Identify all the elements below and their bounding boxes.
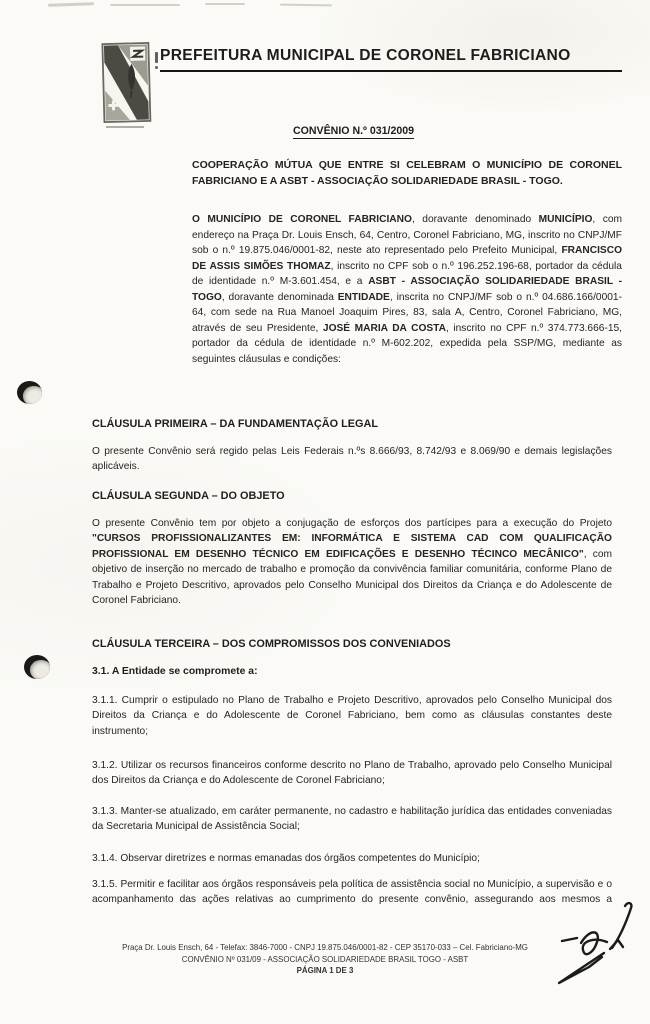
clause-item-3-1-5: 3.1.5. Permitir e facilitar aos órgãos responsáveis pela política de assistência social no Município, a supervisão e o acompanhamento das ações relativas ao cumprimento do presente convênio, assegurando aos mesmos a xyxy=(92,879,612,906)
scan-smudge xyxy=(280,4,332,7)
footer-page-number: PÁGINA 1 DE 3 xyxy=(296,966,354,975)
scan-smudge xyxy=(205,3,245,5)
clause-2-heading: CLÁUSULA SEGUNDA – DO OBJETO xyxy=(92,490,285,502)
scan-smudge xyxy=(106,126,144,128)
clause-1-body: O presente Convênio será regido pelas Leis Federais n.ºs 8.666/93, 8.742/93 e 8.069/90 e demais legislações aplicáveis. xyxy=(92,446,612,473)
parties-paragraph: O MUNICÍPIO DE CORONEL FABRICIANO, doravante denominado MUNICÍPIO, com endereço na Praça Dr. Louis Ensch, 64, Centro, Coronel Fabriciano, MG, inscrito no CNPJ/MF sob o n.º 19.875.046/0001-82, neste ato representado pelo Prefeito Municipal, FRANCISCO DE ASSIS SIMÕES THOMAZ, inscrito no CPF sob o n.º 196.252.196-68, portador da cédula de identidade n.º M-3.601.454, e a ASBT - ASSOCIAÇÃO SOLIDARIEDADE BRASIL - TOGO, doravante denominada ENTIDADE, inscrita no CNPJ/MF sob o n.º 04.686.166/0001-64, com sede na Rua Manoel Joaquim Pires, 83, sala A, Centro, Coronel Fabriciano, MG, através de seu Presidente, JOSÉ MARIA DA COSTA, inscrito no CPF n.º 374.773.666-15, portador da cédula de identidade n.º M-602.202, expedida pela SSP/MG, mediante as seguintes cláusulas e condições: xyxy=(192,214,622,365)
handwritten-signature-icon xyxy=(552,896,650,1013)
document-number-heading: CONVÊNIO N.º 031/2009 xyxy=(293,125,415,137)
footer-convenio-line: CONVÊNIO Nº 031/09 - ASSOCIAÇÃO SOLIDARIEDADE BRASIL TOGO - ASBT xyxy=(181,954,469,964)
clause-item-3-1-2: 3.1.2. Utilizar os recursos financeiros conforme descrito no Plano de Trabalho, aprovado pelo Conselho Municipal dos Direitos da Criança e do Adolescente de Coronel Fabriciano; xyxy=(92,760,612,787)
page-title: PREFEITURA MUNICIPAL DE CORONEL FABRICIANO xyxy=(160,47,622,72)
footer-address-line: Praça Dr. Louis Ensch, 64 - Telefax: 3846-7000 - CNPJ 19.875.046/0001-82 - CEP 35170-033 – Cel. Fabriciano-MG xyxy=(122,943,528,952)
clause-3-heading: CLÁUSULA TERCEIRA – DOS COMPROMISSOS DOS CONVENIADOS xyxy=(92,638,451,650)
municipal-crest-icon xyxy=(101,41,153,131)
scan-smudge xyxy=(110,4,180,6)
scan-smudge xyxy=(155,52,158,63)
subclause-3-1-heading: 3.1. A Entidade se compromete a: xyxy=(92,666,258,677)
clause-2-body: O presente Convênio tem por objeto a conjugação de esforços dos partícipes para a execução do Projeto "CURSOS PROFISSIONALIZANTES EM: INFORMÁTICA E SISTEMA CAD COM QUALIFICAÇÃO PROFISSIONAL EM DESENHO TÉCNICO EM EDIFICAÇÕES E DESENHO TÉCINCO MECÂNICO", com objetivo de inserção no mercado de trabalho e promoção da convivência familiar comunitária, conforme Plano de Trabalho e Projeto Descritivo, aprovados pelo Conselho Municipal dos Direitos da Criança e do Adolescente de Coronel Fabriciano. xyxy=(92,518,612,607)
clause-1-heading: CLÁUSULA PRIMEIRA – DA FUNDAMENTAÇÃO LEGAL xyxy=(92,418,378,430)
clause-item-3-1-4: 3.1.4. Observar diretrizes e normas emanadas dos órgãos competentes do Município; xyxy=(92,853,480,864)
punch-hole-mark xyxy=(17,381,42,404)
preamble-paragraph: COOPERAÇÃO MÚTUA QUE ENTRE SI CELEBRAM O MUNICÍPIO DE CORONEL FABRICIANO E A ASBT - ASSOCIAÇÃO SOLIDARIEDADE BRASIL - TOGO. xyxy=(192,159,622,187)
punch-hole-mark xyxy=(24,655,50,679)
scan-smudge xyxy=(48,2,94,7)
clause-item-3-1-3: 3.1.3. Manter-se atualizado, em caráter permanente, no cadastro e habilitação jurídica das entidades conveniadas da Secretaria Municipal de Assistência Social; xyxy=(92,806,612,833)
clause-item-3-1-1: 3.1.1. Cumprir o estipulado no Plano de Trabalho e Projeto Descritivo, aprovados pelo Conselho Municipal dos Direitos da Criança e do Adolescente de Coronel Fabriciano, bem como as cláusulas constantes deste instrumento; xyxy=(92,695,612,737)
